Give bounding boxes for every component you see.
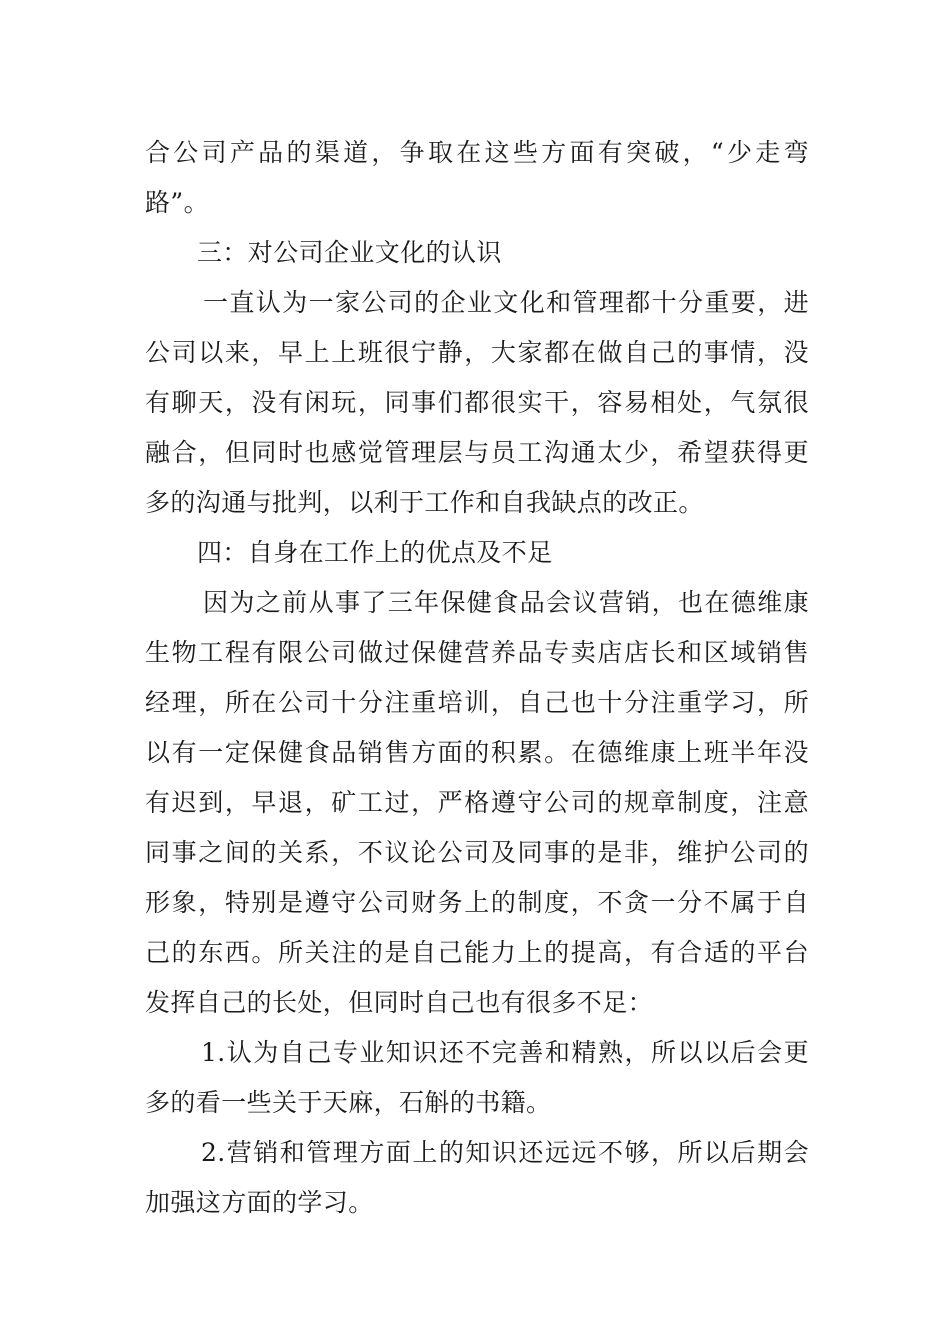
paragraph-line: 己的东西。所关注的是自己能力上的提高，有合适的平台 xyxy=(145,938,809,967)
paragraph-line: 形象，特别是遵守公司财务上的制度，不贪一分不属于自 xyxy=(145,888,809,917)
section-heading: 三：对公司企业文化的认识 xyxy=(197,238,502,267)
paragraph-line: 因为之前从事了三年保健食品会议营销，也在德维康 xyxy=(203,588,809,617)
paragraph-line: 同事之间的关系，不议论公司及同事的是非，维护公司的 xyxy=(145,838,809,867)
paragraph-line: 发挥自己的长处，但同时自己也有很多不足： xyxy=(145,988,654,1017)
paragraph-line: 多的沟通与批判，以利于工作和自我缺点的改正。 xyxy=(145,488,704,517)
numbered-item-line: 1.认为自己专业知识还不完善和精熟，所以以后会更 xyxy=(201,1038,809,1067)
paragraph-line: 生物工程有限公司做过保健营养品专卖店店长和区域销售 xyxy=(145,638,809,667)
paragraph-line: 公司以来，早上上班很宁静，大家都在做自己的事情，没 xyxy=(145,338,809,367)
numbered-item-line: 多的看一些关于天麻，石斛的书籍。 xyxy=(145,1088,552,1117)
paragraph-line: 合公司产品的渠道，争取在这些方面有突破，“少走弯 xyxy=(145,138,809,167)
paragraph-line: 有聊天，没有闲玩，同事们都很实干，容易相处，气氛很 xyxy=(145,388,809,417)
numbered-item-line: 2.营销和管理方面上的知识还远远不够，所以后期会 xyxy=(201,1138,809,1167)
paragraph-line: 有迟到，早退，矿工过，严格遵守公司的规章制度，注意 xyxy=(145,788,809,817)
paragraph-line: 一直认为一家公司的企业文化和管理都十分重要，进 xyxy=(203,288,809,317)
paragraph-line: 经理，所在公司十分注重培训，自己也十分注重学习，所 xyxy=(145,688,809,717)
paragraph-line: 融合，但同时也感觉管理层与员工沟通太少，希望获得更 xyxy=(145,438,809,467)
section-heading: 四：自身在工作上的优点及不足 xyxy=(197,538,553,567)
document-body xyxy=(145,128,809,1228)
paragraph-line: 以有一定保健食品销售方面的积累。在德维康上班半年没 xyxy=(145,738,809,767)
numbered-item-line: 加强这方面的学习。 xyxy=(145,1188,374,1217)
paragraph-line: 路”。 xyxy=(145,188,209,217)
